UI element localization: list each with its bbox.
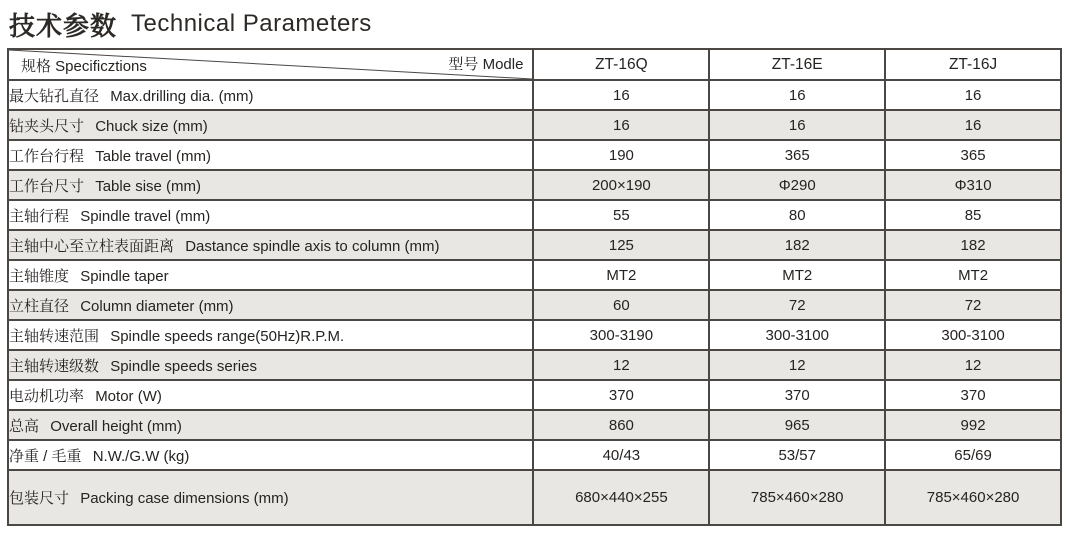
corner-cell <box>8 49 533 80</box>
row-label-en: Column diameter (mm) <box>80 297 234 315</box>
table-row <box>8 320 1061 350</box>
value-cell: 785×460×280 <box>709 470 885 525</box>
row-label-en: Spindle speeds range(50Hz)R.P.M. <box>110 327 345 345</box>
row-label-zh: 主轴转速级数 <box>9 357 100 375</box>
row-label-en: Chuck size (mm) <box>95 117 208 135</box>
value-cell: 992 <box>885 410 1061 440</box>
row-label-zh: 主轴行程 <box>9 207 70 225</box>
table-row <box>8 110 1061 140</box>
row-label-zh: 包装尺寸 <box>9 490 70 507</box>
table-row <box>8 380 1061 410</box>
column-header-zt16j: ZT-16J <box>885 49 1061 80</box>
value-cell: Φ310 <box>885 170 1061 200</box>
value-cell: 300-3100 <box>885 320 1061 350</box>
row-label-zh: 主轴中心至立柱表面距离 <box>9 237 175 255</box>
row-label-cell <box>8 470 533 525</box>
value-cell: 300-3100 <box>709 320 885 350</box>
table-row <box>8 170 1061 200</box>
row-label-zh: 净重 / 毛重 <box>9 447 82 465</box>
value-cell: 16 <box>709 110 885 140</box>
row-label-zh: 最大钻孔直径 <box>9 87 100 105</box>
row-label-cell <box>8 320 533 350</box>
table-row <box>8 290 1061 320</box>
value-cell: 182 <box>709 230 885 260</box>
table-row <box>8 260 1061 290</box>
value-cell: 16 <box>533 80 709 110</box>
parameters-table <box>7 48 1062 526</box>
value-cell: 16 <box>533 110 709 140</box>
table-row <box>8 200 1061 230</box>
row-label-cell <box>8 410 533 440</box>
value-cell: 65/69 <box>885 440 1061 470</box>
value-cell: 16 <box>885 80 1061 110</box>
row-label-zh: 工作台行程 <box>9 147 85 165</box>
row-label-cell <box>8 260 533 290</box>
row-label-en: Max.drilling dia. (mm) <box>110 87 254 105</box>
page-title-zh: 技术参数 <box>9 10 118 41</box>
value-cell: 80 <box>709 200 885 230</box>
table-row <box>8 140 1061 170</box>
row-label-en: Overall height (mm) <box>50 417 182 435</box>
model-corner-label: 型号 Modle <box>448 56 524 73</box>
row-label-zh: 主轴转速范围 <box>9 327 100 345</box>
row-label-en: Spindle speeds series <box>110 357 257 375</box>
value-cell: 72 <box>709 290 885 320</box>
row-label-zh: 主轴锥度 <box>9 267 70 285</box>
row-label-en: Spindle taper <box>80 267 169 285</box>
value-cell: 16 <box>709 80 885 110</box>
row-label-cell <box>8 80 533 110</box>
value-cell: 12 <box>709 350 885 380</box>
table-row <box>8 470 1061 525</box>
row-label-cell <box>8 110 533 140</box>
value-cell: 85 <box>885 200 1061 230</box>
table-row <box>8 440 1061 470</box>
value-cell: Φ290 <box>709 170 885 200</box>
page-title <box>9 4 372 44</box>
value-cell: 200×190 <box>533 170 709 200</box>
value-cell: 40/43 <box>533 440 709 470</box>
row-label-cell <box>8 230 533 260</box>
row-label-en: Table travel (mm) <box>95 147 212 165</box>
row-label-en: Spindle travel (mm) <box>80 207 211 225</box>
table-row <box>8 230 1061 260</box>
row-label-cell <box>8 290 533 320</box>
value-cell: 965 <box>709 410 885 440</box>
value-cell: 365 <box>885 140 1061 170</box>
table-row <box>8 410 1061 440</box>
value-cell: MT2 <box>709 260 885 290</box>
row-label-en: Dastance spindle axis to column (mm) <box>185 237 440 255</box>
value-cell: 365 <box>709 140 885 170</box>
row-label-cell <box>8 170 533 200</box>
column-header-zt16e: ZT-16E <box>709 49 885 80</box>
value-cell: 12 <box>533 350 709 380</box>
value-cell: 860 <box>533 410 709 440</box>
row-label-cell <box>8 350 533 380</box>
value-cell: 190 <box>533 140 709 170</box>
row-label-zh: 钻夹头尺寸 <box>9 117 85 135</box>
row-label-en: Motor (W) <box>95 387 162 405</box>
row-label-cell <box>8 440 533 470</box>
table-header-row <box>8 49 1061 80</box>
row-label-en: Table sise (mm) <box>95 177 202 195</box>
value-cell: 680×440×255 <box>533 470 709 525</box>
value-cell: 12 <box>885 350 1061 380</box>
value-cell: 55 <box>533 200 709 230</box>
value-cell: 16 <box>885 110 1061 140</box>
value-cell: MT2 <box>533 260 709 290</box>
row-label-cell <box>8 140 533 170</box>
row-label-zh: 立柱直径 <box>9 297 70 315</box>
value-cell: 785×460×280 <box>885 470 1061 525</box>
page-title-en: Technical Parameters <box>131 10 372 37</box>
table-row <box>8 80 1061 110</box>
value-cell: 182 <box>885 230 1061 260</box>
value-cell: 300-3190 <box>533 320 709 350</box>
row-label-en: N.W./G.W (kg) <box>92 447 190 465</box>
value-cell: 60 <box>533 290 709 320</box>
value-cell: 370 <box>533 380 709 410</box>
value-cell: 370 <box>709 380 885 410</box>
column-header-zt16q: ZT-16Q <box>533 49 709 80</box>
value-cell: 125 <box>533 230 709 260</box>
value-cell: 53/57 <box>709 440 885 470</box>
row-label-zh: 工作台尺寸 <box>9 177 85 195</box>
table-row <box>8 350 1061 380</box>
row-label-zh: 总高 <box>9 417 40 435</box>
row-label-en: Packing case dimensions (mm) <box>80 490 289 507</box>
value-cell: 72 <box>885 290 1061 320</box>
row-label-zh: 电动机功率 <box>9 387 85 405</box>
value-cell: MT2 <box>885 260 1061 290</box>
row-label-cell <box>8 380 533 410</box>
spec-corner-label: 规格 Specificztions <box>21 58 147 75</box>
value-cell: 370 <box>885 380 1061 410</box>
row-label-cell <box>8 200 533 230</box>
